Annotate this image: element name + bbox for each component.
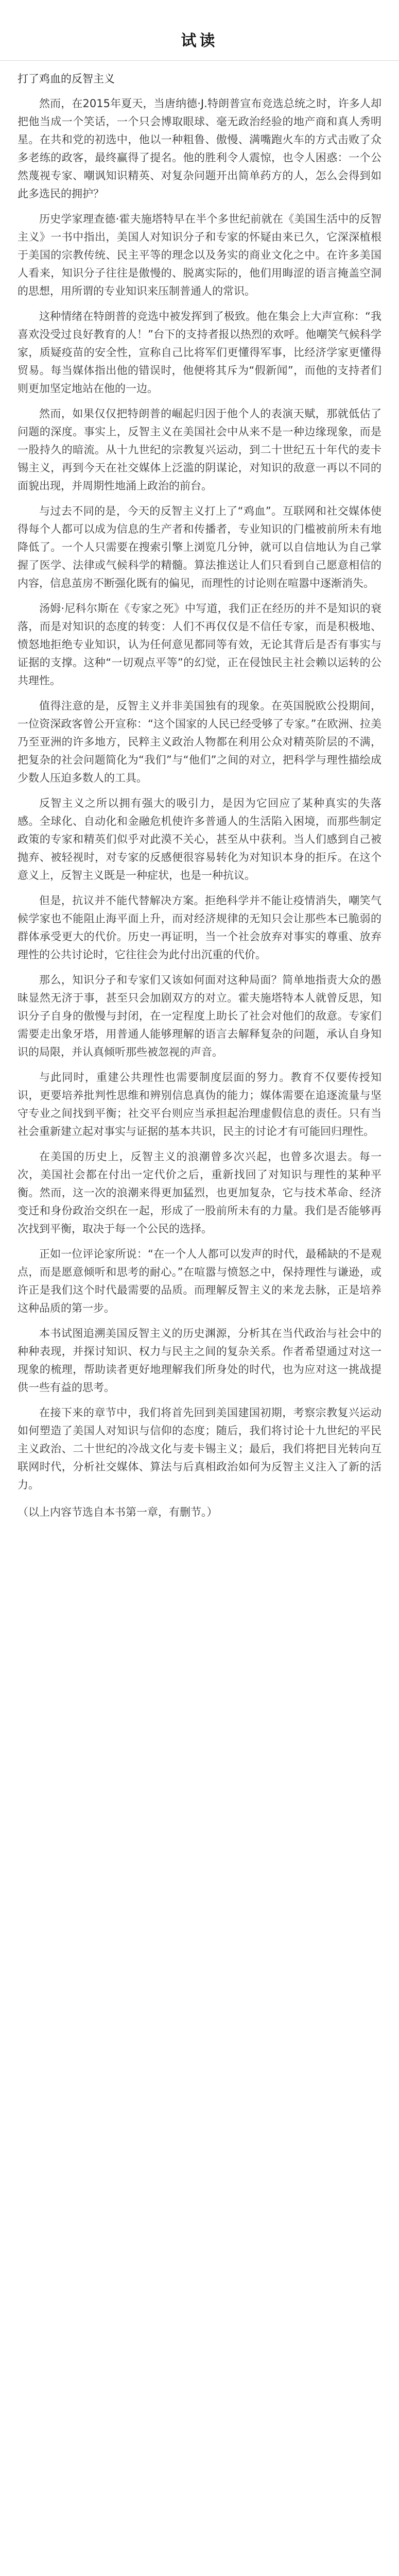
paragraph: 这种情绪在特朗普的竞选中被发挥到了极致。他在集会上大声宣称：“我喜欢没受过良好教育的人！”台下的支持者报以热烈的欢呼。他嘲笑气候科学家，质疑疫苗的安全性，宣称自己比将军们更懂得军事，比经济学家更懂得贸易。每当媒体指出他的错误时，他便将其斥为“假新闻”，而他的支持者们则更加坚定地站在他的一边。 [18, 310, 381, 395]
paragraph: 本书试图追溯美国反智主义的历史渊源，分析其在当代政治与社会中的种种表现，并探讨知识、权力与民主之间的复杂关系。作者希望通过对这一现象的梳理，帮助读者更好地理解我们所身处的时代，也为应对这一挑战提供一些有益的思考。 [18, 1327, 381, 1394]
paragraph: 汤姆·尼科尔斯在《专家之死》中写道，我们正在经历的并不是知识的衰落，而是对知识的态度的转变：人们不再仅仅是不信任专家，而是积极地、愤怒地拒绝专业知识，认为任何意见都同等有效，无论其背后是否有事实与证据的支撑。这种“一切观点平等”的幻觉，正在侵蚀民主社会赖以运转的公共理性。 [18, 602, 381, 687]
paragraph: 历史学家理查德·霍夫施塔特早在半个多世纪前就在《美国生活中的反智主义》一书中指出，美国人对知识分子和专家的怀疑由来已久，它深深植根于美国的宗教传统、民主平等的理念以及务实的商业文化之中。在许多美国人看来，知识分子往往是傲慢的、脱离实际的，他们用晦涩的语言掩盖空洞的思想，用所谓的专业知识来压制普通人的常识。 [18, 213, 381, 297]
article-body [0, 61, 399, 1541]
paragraph: 与此同时，重建公共理性也需要制度层面的努力。教育不仅要传授知识，更要培养批判性思维和辨别信息真伪的能力；媒体需要在追逐流量与坚守专业之间找到平衡；社交平台则应当承担起治理虚假信息的责任。只有当社会重新建立起对事实与证据的基本共识，民主的讨论才有可能回归理性。 [18, 1071, 381, 1138]
paragraph: 然而，在2015年夏天，当唐纳德·J.特朗普宣布竞选总统之时，许多人却把他当成一个笑话，一个只会博取眼球、毫无政治经验的地产商和真人秀明星。在共和党的初选中，他以一种粗鲁、傲慢、满嘴跑火车的方式击败了众多老练的政客，最终赢得了提名。他的胜利令人震惊，也令人困惑：一个公然蔑视专家、嘲讽知识精英、对复杂问题开出简单药方的人，怎么会得到如此多选民的拥护？ [18, 97, 381, 200]
paragraph: 值得注意的是，反智主义并非美国独有的现象。在英国脱欧公投期间，一位资深政客曾公开宣称：“这个国家的人民已经受够了专家。”在欧洲、拉美乃至亚洲的许多地方，民粹主义政治人物都在利用公众对精英阶层的不满，把复杂的社会问题简化为“我们”与“他们”之间的对立，把科学与理性描绘成少数人压迫多数人的工具。 [18, 700, 381, 784]
paragraph: 正如一位评论家所说：“在一个人人都可以发声的时代，最稀缺的不是观点，而是愿意倾听和思考的耐心。”在喧嚣与愤怒之中，保持理性与谦逊，或许正是我们这个时代最需要的品质。而理解反智主义的来龙去脉，正是培养这种品质的第一步。 [18, 1248, 381, 1314]
paragraph: 然而，如果仅仅把特朗普的崛起归因于他个人的表演天赋，那就低估了问题的深度。事实上，反智主义在美国社会中从来不是一种边缘现象，而是一股持久的暗流。从十九世纪的宗教复兴运动，到二十世纪五十年代的麦卡锡主义，再到今天在社交媒体上泛滥的阴谋论，对知识的敌意一再以不同的面貌出现，并周期性地涌上政治的前台。 [18, 408, 381, 492]
paragraph: 在接下来的章节中，我们将首先回到美国建国初期，考察宗教复兴运动如何塑造了美国人对知识与信仰的态度；随后，我们将讨论十九世纪的平民主义政治、二十世纪的冷战文化与麦卡锡主义；最后，我们将把目光转向互联网时代，分析社交媒体、算法与后真相政治如何为反智主义注入了新的活力。 [18, 1406, 381, 1491]
paragraph: 那么，知识分子和专家们又该如何面对这种局面？简单地指责大众的愚昧显然无济于事，甚至只会加剧双方的对立。霍夫施塔特本人就曾反思，知识分子自身的傲慢与封闭，在一定程度上助长了社会对他们的敌意。专家们需要走出象牙塔，用普通人能够理解的语言去解释复杂的问题，承认自身知识的局限，并认真倾听那些被忽视的声音。 [18, 974, 381, 1058]
article-subtitle: 打了鸡血的反智主义 [18, 73, 115, 85]
page-title: 试读 [181, 32, 218, 50]
header [0, 0, 399, 61]
paragraph: 反智主义之所以拥有强大的吸引力，是因为它回应了某种真实的失落感。全球化、自动化和金融危机使许多普通人的生活陷入困境，而那些制定政策的专家和精英们似乎对此漠不关心，甚至从中获利。当人们感到自己被抛弃、被轻视时，对专家的反感便很容易转化为对知识本身的拒斥。在这个意义上，反智主义既是一种症状，也是一种抗议。 [18, 797, 381, 882]
excerpt-note: （以上内容节选自本书第一章，有删节。） [18, 1506, 218, 1518]
paragraph: 在美国的历史上，反智主义的浪潮曾多次兴起，也曾多次退去。每一次，美国社会都在付出一定代价之后，重新找回了对知识与理性的某种平衡。然而，这一次的浪潮来得更加猛烈，也更加复杂，它与技术革命、经济变迁和身份政治交织在一起，形成了一股前所未有的力量。我们是否能够再次找到平衡，取决于每一个公民的选择。 [18, 1150, 381, 1235]
header-divider [0, 60, 399, 61]
paragraph: 但是，抗议并不能代替解决方案。拒绝科学并不能让疫情消失，嘲笑气候学家也不能阻止海平面上升，而对经济规律的无知只会让那些本已脆弱的群体承受更大的代价。历史一再证明，当一个社会放弃对事实的尊重、放弃理性的公共讨论时，它往往会为此付出沉重的代价。 [18, 894, 381, 961]
paragraph: 与过去不同的是，今天的反智主义打上了“鸡血”。互联网和社交媒体使得每个人都可以成为信息的生产者和传播者，专业知识的门槛被前所未有地降低了。一个人只需要在搜索引擎上浏览几分钟，就可以自信地认为自己掌握了医学、法律或气候科学的精髓。算法推送让人们只看到自己愿意相信的内容，信息茧房不断强化既有的偏见，而理性的讨论则在喧嚣中逐渐消失。 [18, 505, 381, 589]
